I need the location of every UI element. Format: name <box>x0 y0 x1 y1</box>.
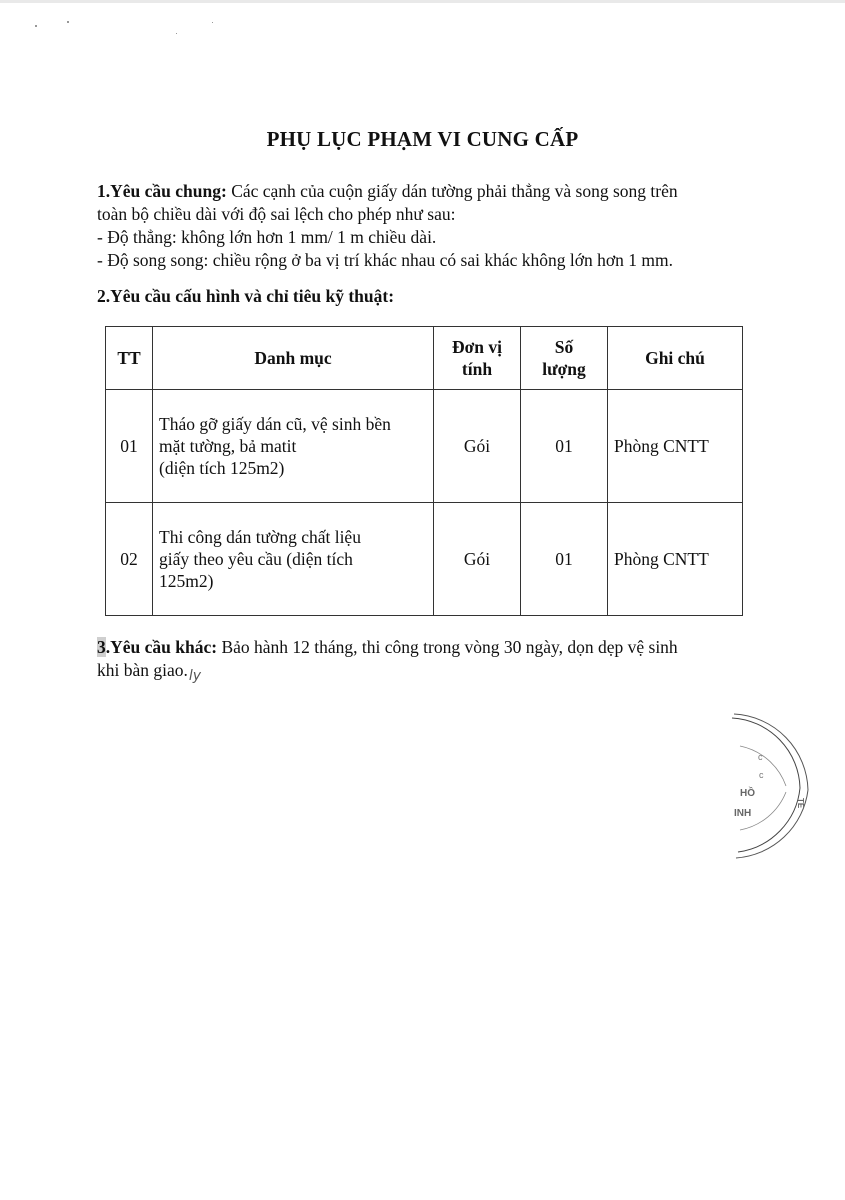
scan-speck <box>212 22 213 23</box>
svg-text:HỒ: HỒ <box>740 788 755 799</box>
svg-text:TE: TE <box>796 798 805 809</box>
section1-line2: toàn bộ chiều dài với độ sai lệch cho phép như sau: <box>97 204 456 224</box>
row-description <box>153 503 434 616</box>
row-description-line: giấy theo yêu cầu (diện tích <box>159 549 353 569</box>
general-requirements <box>97 180 757 272</box>
scan-speck <box>67 21 69 23</box>
table-row <box>106 390 743 503</box>
row-description <box>153 390 434 503</box>
header-so-luong-line2: lượng <box>542 359 586 379</box>
header-so-luong <box>521 327 608 390</box>
section3-label: .Yêu cầu khác: <box>105 637 218 657</box>
page-title: PHỤ LỤC PHẠM VI CUNG CẤP <box>266 127 579 151</box>
row-description-line: (diện tích 125m2) <box>159 458 285 478</box>
row-quantity: 01 <box>521 390 608 503</box>
header-ghi-chu: Ghi chú <box>608 327 743 390</box>
section2-heading: 2.Yêu cầu cấu hình và chỉ tiêu kỹ thuật: <box>97 286 395 306</box>
row-quantity: 01 <box>521 503 608 616</box>
svg-text:c: c <box>759 770 764 780</box>
section1-line1: Các cạnh của cuộn giấy dán tường phải thẳng và song song trên <box>231 181 678 201</box>
row-tt: 01 <box>106 390 153 503</box>
table-header-row <box>106 327 743 390</box>
row-description-line: Tháo gỡ giấy dán cũ, vệ sinh bền <box>159 414 391 434</box>
row-note: Phòng CNTT <box>608 390 743 503</box>
header-so-luong-line1: Số <box>554 337 574 357</box>
section3-line2: khi bàn giao. <box>97 660 188 680</box>
row-description-line: mặt tường, bả matit <box>159 436 297 456</box>
row-note: Phòng CNTT <box>608 503 743 616</box>
header-don-vi-line1: Đơn vị <box>451 337 503 357</box>
other-requirements <box>97 636 757 688</box>
header-danh-muc: Danh mục <box>153 327 434 390</box>
scan-edge <box>0 0 845 3</box>
svg-text:c: c <box>758 752 763 762</box>
row-tt: 02 <box>106 503 153 616</box>
row-unit: Gói <box>434 390 521 503</box>
handwritten-initials: ly <box>188 668 202 684</box>
svg-text:INH: INH <box>734 808 752 819</box>
row-description-line: 125m2) <box>159 571 214 591</box>
section3-number: 3 <box>97 637 106 657</box>
spec-table <box>105 326 743 616</box>
header-don-vi <box>434 327 521 390</box>
header-don-vi-line2: tính <box>461 359 493 379</box>
scan-speck <box>35 25 37 27</box>
header-tt: TT <box>106 327 153 390</box>
row-unit: Gói <box>434 503 521 616</box>
scan-speck <box>176 33 177 34</box>
section1-bullet-straightness: - Độ thẳng: không lớn hơn 1 mm/ 1 m chiều dài. <box>97 227 437 247</box>
section1-bullet-parallelism: - Độ song song: chiều rộng ở ba vị trí khác nhau có sai khác không lớn hơn 1 mm. <box>97 250 673 270</box>
table-row <box>106 503 743 616</box>
section3-line1: Bảo hành 12 tháng, thi công trong vòng 30 ngày, dọn dẹp vệ sinh <box>221 637 678 657</box>
seal-stamp <box>728 712 828 862</box>
section1-label: 1.Yêu cầu chung: <box>97 181 227 201</box>
row-description-line: Thi công dán tường chất liệu <box>159 527 361 547</box>
